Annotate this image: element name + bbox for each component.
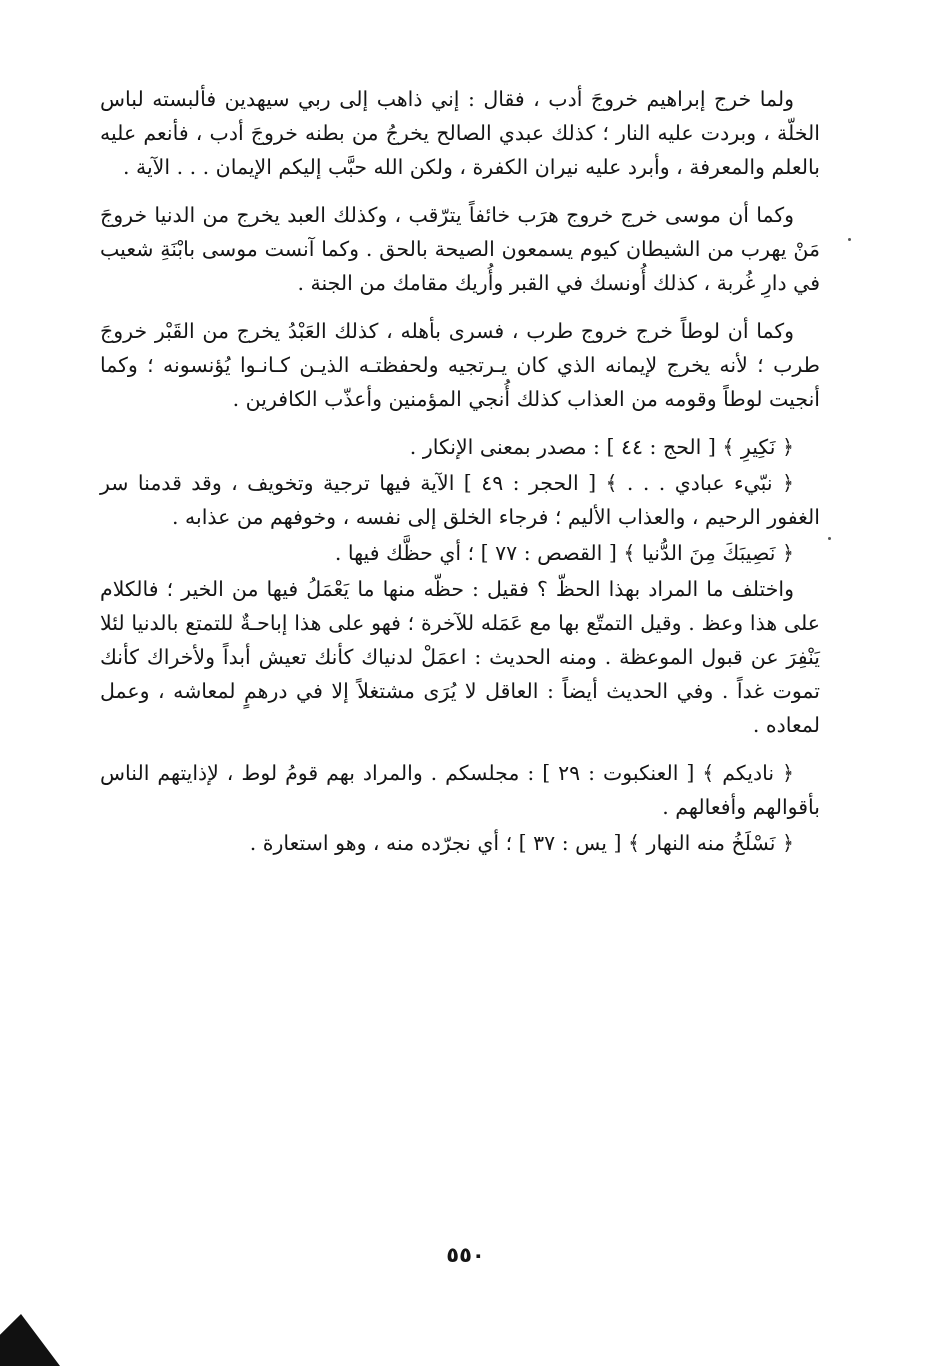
- entry-nakir: ﴿ نَكِيرِ ﴾ [ الحج : ٤٤ ] : مصدر بمعنى الإنكار .: [409, 435, 794, 459]
- paragraph-musa: وكما أن موسى خرج خروج هرَب خائفاً يترّقب ، وكذلك العبد يخرج من الدنيا خروجَ مَنْ يهرب من الشيطان كيوم يسمعون الصيحة بالحق . وكما آنست موسى بابْنَةِ شعيب في دارِ غُربة ، كذلك أُونسك في القبر وأُريك مقامك من الجنة .: [100, 203, 820, 295]
- entry-nadikum: ﴿ ناديكم ﴾ [ العنكبوت : ٢٩ ] : مجلسكم . والمراد بهم قومُ لوط ، لإذايتهم الناس بأقوالهم وأفعالهم .: [100, 761, 820, 819]
- page-text-body: [100, 82, 820, 862]
- paragraph-ibrahim: ولما خرج إبراهيم خروجَ أدب ، فقال : إني ذاهب إلى ربي سيهدين فألبسته لباس الخلّة ، وبردت عليه النار ؛ كذلك عبدي الصالح يخرجُ من بطنه خروجَ أدب ، فأنعم عليه بالعلم والمعرفة ، وأبرد عليه نيران الكفرة ، ولكن الله حبَّب إليكم الإيمان . . . الآية .: [100, 87, 820, 179]
- scan-speck: [848, 238, 851, 241]
- scan-speck: [828, 537, 831, 540]
- entry-nasibak: ﴿ نَصِيبَكَ مِنَ الدُّنيا ﴾ [ القصص : ٧٧ ] ؛ أي حظَّك فيها .: [334, 541, 794, 565]
- entry-nabbi-ibadi: ﴿ نبّيء عبادي . . . ﴾ [ الحجر : ٤٩ ] الآية فيها ترجية وتخويف ، وقد قدمنا سر الغفور الرحيم ، والعذاب الأليم ؛ فرجاء الخلق إلى نفسه ، وخوفهم من عذابه .: [100, 471, 820, 529]
- paragraph-lut: وكما أن لوطاً خرج خروج طرب ، فسرى بأهله ، كذلك العَبْدُ يخرج من القَبْر خروجَ طرب ؛ لأنه يخرج لإيمانه الذي كان يـرتجيه ولحفظتـه الذيـن كـانـوا يُؤنسونه ؛ وكما أنجيت لوطاً وقومه من العذاب كذلك أُنجي المؤمنين وأعذّب الكافرين .: [100, 319, 820, 411]
- entry-naslakh: ﴿ نَسْلَخُ منه النهار ﴾ [ يس : ٣٧ ] ؛ أي نجرّده منه ، وهو استعارة .: [249, 831, 794, 855]
- page-number: ٥٥٠: [446, 1243, 485, 1267]
- scan-corner-shadow: [0, 1314, 60, 1366]
- paragraph-hazz: واختلف ما المراد بهذا الحظّ ؟ فقيل : حظّه منها ما يَعْمَلُ فيها من الخير ؛ فالكلام على هذا وعظ . وقيل التمتّع بها مع عَمَله للآخرة ؛ فهو على هذا إباحـةٌ للتمتع بالدنيا لئلا يَنْفِرَ عن قبول الموعظة . ومنه الحديث : اعمَلْ لدنياك كأنك تعيش أبداً ولأخراك كأنك تموت غداً . وفي الحديث أيضاً : العاقل لا يُرَى مشتغلاً إلا في درهمٍ لمعاشه ، وعمل لمعاده .: [100, 577, 820, 737]
